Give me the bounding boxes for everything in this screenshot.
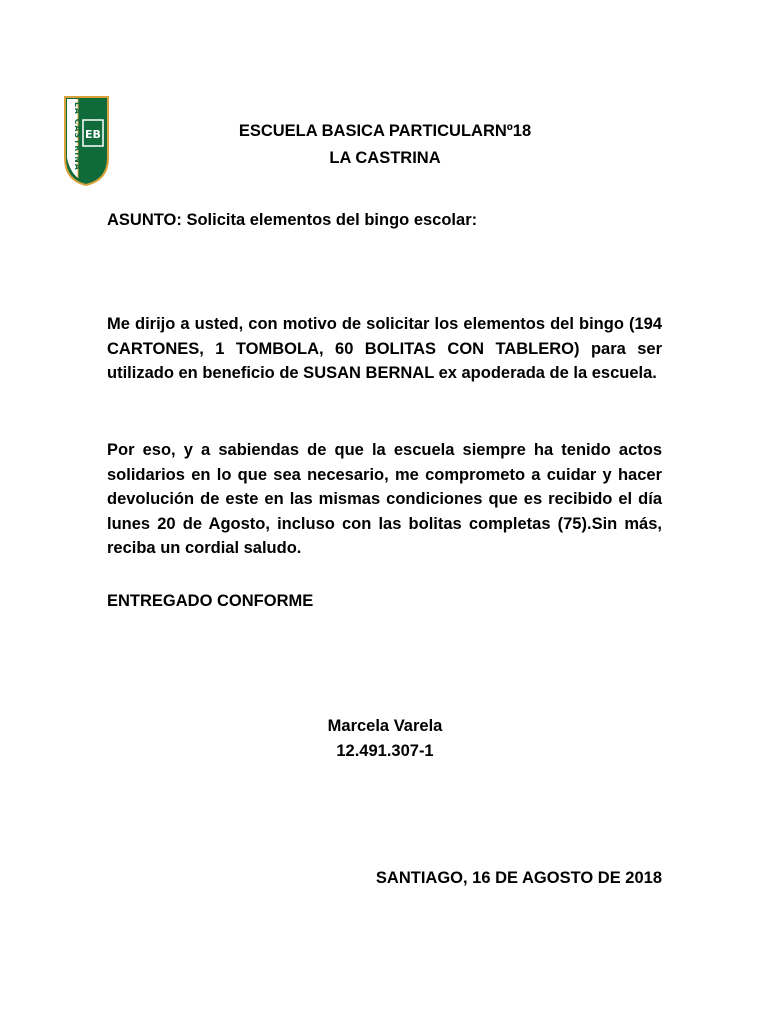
request-paragraph: Me dirijo a usted, con motivo de solicitar los elementos del bingo (194 CARTONES, 1 TOMBOLA, 60 BOLITAS CON TABLERO) para ser utilizado en beneficio de SUSAN BERNAL ex apoderada de la escuela. — [107, 315, 662, 382]
logo-monogram: EB — [85, 128, 101, 141]
letter-date: SANTIAGO, 16 DE AGOSTO DE 2018 — [375, 869, 662, 887]
signer-id: 12.491.307-1 — [336, 742, 434, 760]
logo-text: LA CASTRINA — [73, 102, 82, 171]
signer-name: Marcela Varela — [327, 717, 443, 735]
school-name: ESCUELA BASICA PARTICULARNº18 — [238, 122, 532, 140]
signature-block — [300, 714, 470, 764]
school-logo — [64, 96, 109, 186]
received-confirmation: ENTREGADO CONFORME — [107, 592, 314, 610]
subject-line: ASUNTO: Solicita elementos del bingo escolar: — [107, 211, 478, 229]
letter-header — [200, 118, 570, 172]
school-location: LA CASTRINA — [329, 149, 441, 167]
commitment-paragraph: Por eso, y a sabiendas de que la escuela siempre ha tenido actos solidarios en lo que sea necesario, me comprometo a cuidar y hacer devolución de este en las mismas condiciones que es recibido el día lunes 20 de Agosto, incluso con las bolitas completas (75).Sin más, reciba un cordial saludo. — [107, 441, 662, 557]
